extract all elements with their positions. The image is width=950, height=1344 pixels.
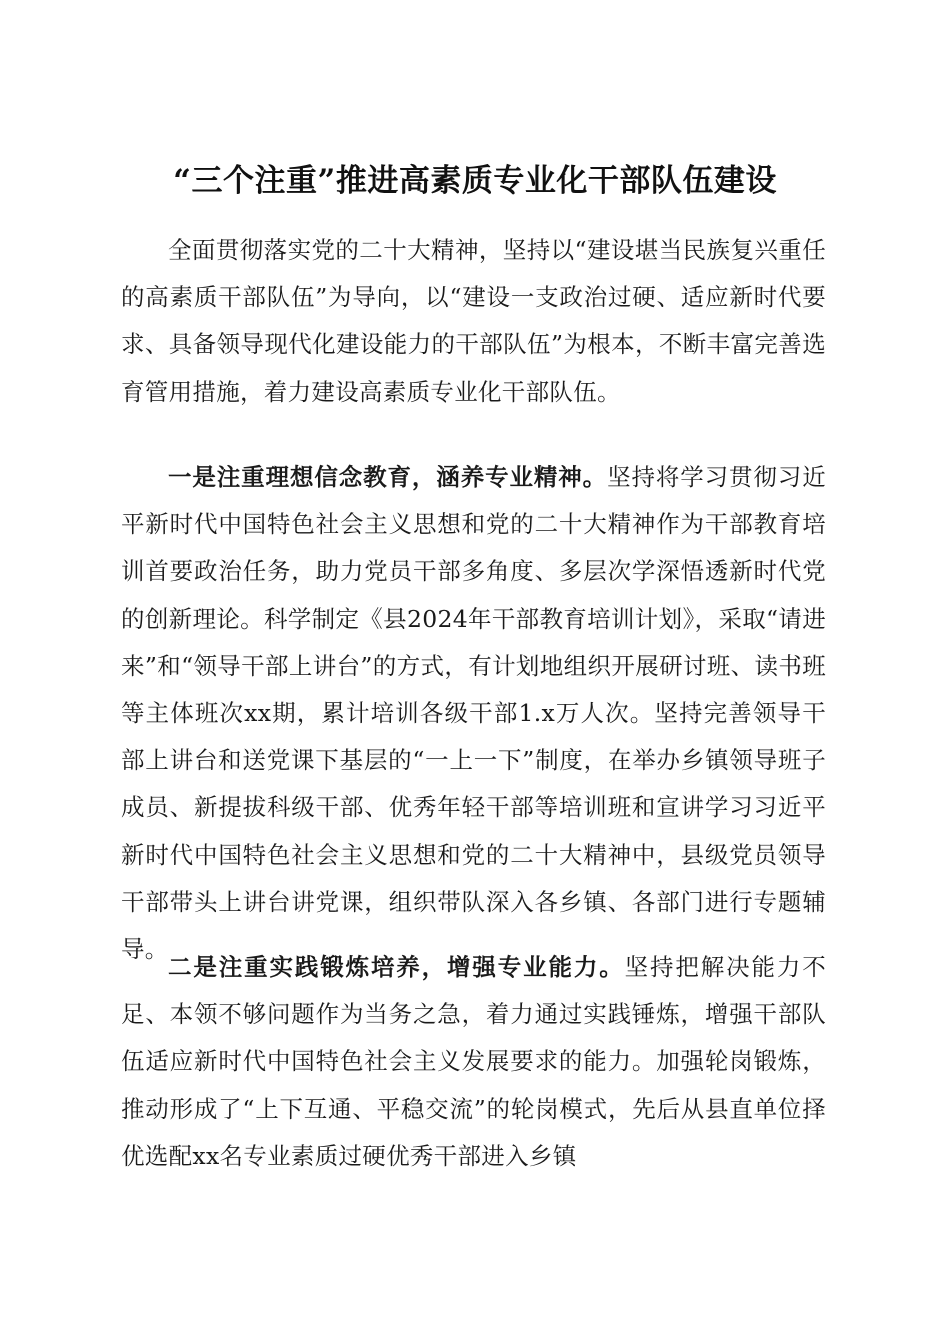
- section-one-body: 坚持将学习贯彻习近平新时代中国特色社会主义思想和党的二十大精神作为干部教育培训首要政治任务，助力党员干部多角度、多层次学深悟透新时代党的创新理论。科学制定《县2024年干部教育培训计划》，采取“请进来”和“领导干部上讲台”的方式，有计划地组织开展研讨班、读书班等主体班次xx期，累计培训各级干部1.x万人次。坚持完善领导干部上讲台和送党课下基层的“一上一下”制度，在举办乡镇领导班子成员、新提拔科级干部、优秀年轻干部等培训班和宣讲学习习近平新时代中国特色社会主义思想和党的二十大精神中，县级党员领导干部带头上讲台讲党课，组织带队深入各乡镇、各部门进行专题辅导。: [121, 463, 826, 964]
- document-title: “三个注重”推进高素质专业化干部队伍建设: [173, 162, 777, 199]
- section-one-paragraph: [121, 454, 826, 973]
- section-two-body: 坚持把解决能力不足、本领不够问题作为当务之急，着力通过实践锤炼，增强干部队伍适应新时代中国特色社会主义发展要求的能力。加强轮岗锻炼，推动形成了“上下互通、平稳交流”的轮岗模式，先后从县直单位择优选配xx名专业素质过硬优秀干部进入乡镇: [121, 953, 826, 1170]
- section-two-heading: 二是注重实践锻炼培养，增强专业能力。: [168, 953, 625, 981]
- intro-paragraph: 全面贯彻落实党的二十大精神，坚持以“建设堪当民族复兴重任的高素质干部队伍”为导向，以“建设一支政治过硬、适应新时代要求、具备领导现代化建设能力的干部队伍”为根本，不断丰富完善选育管用措施，着力建设高素质专业化干部队伍。: [121, 236, 826, 406]
- section-two-paragraph: [121, 944, 826, 1180]
- section-one-heading: 一是注重理想信念教育，涵养专业精神。: [168, 463, 608, 491]
